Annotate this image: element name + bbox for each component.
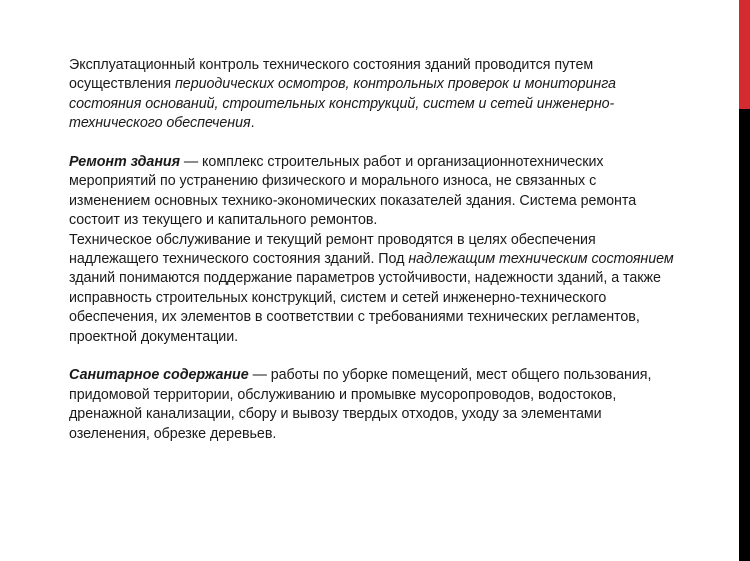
paragraph-spacer xyxy=(69,134,679,153)
term-sanitary-maintenance: Санитарное содержание xyxy=(69,367,249,384)
paragraph-operational-control xyxy=(69,56,679,134)
paragraph-spacer xyxy=(69,347,679,366)
paragraph-text: Техническое обслуживание и текущий ремонт проводятся в целях обеспечения надлежащего технического состояния зданий. Под xyxy=(69,231,596,268)
paragraph-italic-text: периодических осмотров, контрольных проверок и мониторинга состояния оснований, строительных конструкций, систем и сетей инженерно-технического обеспечения xyxy=(69,76,616,132)
paragraph-italic-text: надлежащим техническим состоянием xyxy=(408,251,674,268)
term-building-repair: Ремонт здания xyxy=(69,154,180,171)
paragraph-text: — работы по уборке помещений, мест общего пользования, придомовой территории, обслуживанию и промывке мусоропроводов, водостоков, дренажной канализации, сбору и вывозу твердых отходов, уходу за элементами озеленения, обрезке деревьев. xyxy=(69,367,652,442)
paragraph-text: . xyxy=(250,115,255,132)
slide-body-text xyxy=(69,56,679,444)
side-accent-bar-black xyxy=(739,109,750,561)
paragraph-building-repair xyxy=(69,153,679,231)
paragraph-text: Эксплуатационный контроль технического состояния зданий проводится путем осуществления xyxy=(69,57,594,93)
paragraph-maintenance xyxy=(69,231,679,347)
side-accent-bar-red xyxy=(739,0,750,109)
paragraph-text: зданий понимаются поддержание параметров устойчивости, надежности зданий, а также исправность строительных конструкций, систем и сетей инженерно-технического обеспечения, их элементов в соответствии с требованиями технических регламентов, проектной документации. xyxy=(69,270,661,345)
paragraph-sanitary-maintenance xyxy=(69,366,679,444)
paragraph-text: — комплекс строительных работ и организационнотехнических мероприятий по устранению физического и морального износа, не связанных с изменением основных технико-экономических показателей здания. Система ремонта состоит из текущего и капитального ремонтов. xyxy=(69,154,637,229)
